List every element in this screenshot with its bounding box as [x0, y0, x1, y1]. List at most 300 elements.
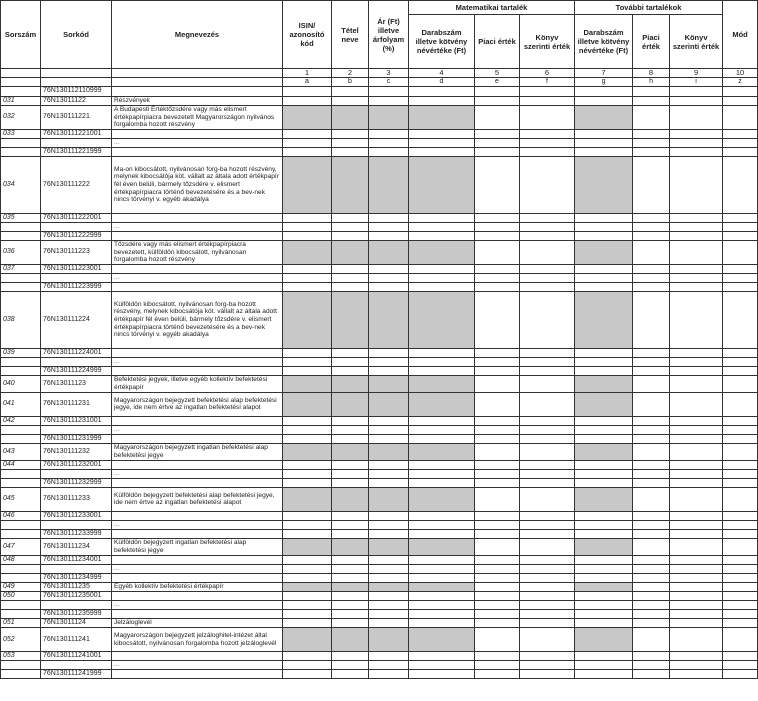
value-cell[interactable]: [409, 274, 475, 283]
value-cell[interactable]: [283, 592, 332, 601]
value-cell[interactable]: [369, 291, 409, 348]
value-cell[interactable]: [520, 538, 575, 555]
value-cell[interactable]: [520, 416, 575, 425]
value-cell[interactable]: [283, 375, 332, 392]
value-cell[interactable]: [409, 661, 475, 670]
value-cell[interactable]: [670, 592, 723, 601]
value-cell[interactable]: [520, 487, 575, 511]
value-cell[interactable]: [369, 240, 409, 264]
value-cell[interactable]: [332, 213, 369, 222]
value-cell[interactable]: [409, 670, 475, 679]
value-cell[interactable]: [575, 426, 633, 435]
value-cell[interactable]: [475, 240, 520, 264]
value-cell[interactable]: [283, 156, 332, 213]
value-cell[interactable]: [670, 521, 723, 530]
value-cell[interactable]: [283, 670, 332, 679]
value-cell[interactable]: [409, 628, 475, 652]
value-cell[interactable]: [283, 478, 332, 487]
value-cell[interactable]: [723, 601, 758, 610]
value-cell[interactable]: [475, 619, 520, 628]
value-cell[interactable]: [670, 139, 723, 148]
value-cell[interactable]: [575, 366, 633, 375]
value-cell[interactable]: [409, 443, 475, 460]
value-cell[interactable]: [409, 460, 475, 469]
value-cell[interactable]: [332, 555, 369, 564]
value-cell[interactable]: [369, 223, 409, 232]
value-cell[interactable]: [723, 521, 758, 530]
value-cell[interactable]: [283, 565, 332, 574]
value-cell[interactable]: [575, 375, 633, 392]
value-cell[interactable]: [575, 487, 633, 511]
value-cell[interactable]: [723, 213, 758, 222]
value-cell[interactable]: [409, 129, 475, 138]
value-cell[interactable]: [369, 601, 409, 610]
value-cell[interactable]: [520, 443, 575, 460]
value-cell[interactable]: [475, 609, 520, 618]
value-cell[interactable]: [633, 416, 670, 425]
value-cell[interactable]: [520, 478, 575, 487]
value-cell[interactable]: [475, 670, 520, 679]
value-cell[interactable]: [369, 619, 409, 628]
value-cell[interactable]: [409, 555, 475, 564]
value-cell[interactable]: [723, 670, 758, 679]
value-cell[interactable]: [332, 105, 369, 129]
value-cell[interactable]: [575, 129, 633, 138]
value-cell[interactable]: [520, 213, 575, 222]
value-cell[interactable]: [369, 521, 409, 530]
value-cell[interactable]: [633, 348, 670, 357]
value-cell[interactable]: [633, 96, 670, 105]
value-cell[interactable]: [520, 460, 575, 469]
value-cell[interactable]: [575, 573, 633, 582]
value-cell[interactable]: [633, 274, 670, 283]
value-cell[interactable]: [723, 392, 758, 416]
value-cell[interactable]: [520, 96, 575, 105]
value-cell[interactable]: [670, 470, 723, 479]
value-cell[interactable]: [633, 366, 670, 375]
value-cell[interactable]: [633, 375, 670, 392]
value-cell[interactable]: [575, 565, 633, 574]
value-cell[interactable]: [369, 478, 409, 487]
value-cell[interactable]: [283, 105, 332, 129]
value-cell[interactable]: [670, 282, 723, 291]
value-cell[interactable]: [475, 573, 520, 582]
value-cell[interactable]: [409, 358, 475, 367]
value-cell[interactable]: [670, 628, 723, 652]
value-cell[interactable]: [723, 529, 758, 538]
value-cell[interactable]: [723, 487, 758, 511]
value-cell[interactable]: [369, 358, 409, 367]
value-cell[interactable]: [670, 652, 723, 661]
value-cell[interactable]: [670, 147, 723, 156]
value-cell[interactable]: [475, 521, 520, 530]
value-cell[interactable]: [283, 555, 332, 564]
value-cell[interactable]: [670, 609, 723, 618]
value-cell[interactable]: [520, 555, 575, 564]
value-cell[interactable]: [670, 538, 723, 555]
value-cell[interactable]: [723, 565, 758, 574]
value-cell[interactable]: [332, 96, 369, 105]
value-cell[interactable]: [369, 96, 409, 105]
value-cell[interactable]: [409, 282, 475, 291]
value-cell[interactable]: [369, 282, 409, 291]
value-cell[interactable]: [475, 478, 520, 487]
value-cell[interactable]: [332, 282, 369, 291]
value-cell[interactable]: [409, 264, 475, 273]
value-cell[interactable]: [332, 87, 369, 96]
value-cell[interactable]: [723, 426, 758, 435]
value-cell[interactable]: [575, 358, 633, 367]
value-cell[interactable]: [633, 282, 670, 291]
value-cell[interactable]: [520, 434, 575, 443]
value-cell[interactable]: [475, 139, 520, 148]
value-cell[interactable]: [723, 105, 758, 129]
value-cell[interactable]: [283, 443, 332, 460]
value-cell[interactable]: [332, 538, 369, 555]
value-cell[interactable]: [520, 470, 575, 479]
value-cell[interactable]: [670, 223, 723, 232]
value-cell[interactable]: [369, 529, 409, 538]
value-cell[interactable]: [723, 443, 758, 460]
value-cell[interactable]: [520, 392, 575, 416]
value-cell[interactable]: [575, 240, 633, 264]
value-cell[interactable]: [475, 601, 520, 610]
value-cell[interactable]: [633, 392, 670, 416]
value-cell[interactable]: [520, 609, 575, 618]
value-cell[interactable]: [670, 460, 723, 469]
value-cell[interactable]: [723, 87, 758, 96]
value-cell[interactable]: [520, 156, 575, 213]
value-cell[interactable]: [723, 96, 758, 105]
value-cell[interactable]: [520, 240, 575, 264]
value-cell[interactable]: [575, 274, 633, 283]
value-cell[interactable]: [633, 264, 670, 273]
value-cell[interactable]: [409, 223, 475, 232]
value-cell[interactable]: [723, 139, 758, 148]
value-cell[interactable]: [332, 274, 369, 283]
value-cell[interactable]: [520, 274, 575, 283]
value-cell[interactable]: [520, 601, 575, 610]
value-cell[interactable]: [369, 652, 409, 661]
value-cell[interactable]: [475, 147, 520, 156]
value-cell[interactable]: [670, 392, 723, 416]
value-cell[interactable]: [332, 478, 369, 487]
value-cell[interactable]: [283, 582, 332, 591]
value-cell[interactable]: [409, 348, 475, 357]
value-cell[interactable]: [332, 426, 369, 435]
value-cell[interactable]: [409, 511, 475, 520]
value-cell[interactable]: [633, 147, 670, 156]
value-cell[interactable]: [520, 282, 575, 291]
value-cell[interactable]: [520, 521, 575, 530]
value-cell[interactable]: [575, 348, 633, 357]
value-cell[interactable]: [633, 609, 670, 618]
value-cell[interactable]: [575, 223, 633, 232]
value-cell[interactable]: [575, 582, 633, 591]
value-cell[interactable]: [723, 609, 758, 618]
value-cell[interactable]: [575, 434, 633, 443]
value-cell[interactable]: [332, 434, 369, 443]
value-cell[interactable]: [409, 565, 475, 574]
value-cell[interactable]: [520, 366, 575, 375]
value-cell[interactable]: [575, 538, 633, 555]
value-cell[interactable]: [575, 213, 633, 222]
value-cell[interactable]: [283, 416, 332, 425]
value-cell[interactable]: [670, 213, 723, 222]
value-cell[interactable]: [633, 582, 670, 591]
value-cell[interactable]: [520, 529, 575, 538]
value-cell[interactable]: [475, 652, 520, 661]
value-cell[interactable]: [475, 434, 520, 443]
value-cell[interactable]: [670, 619, 723, 628]
value-cell[interactable]: [723, 652, 758, 661]
value-cell[interactable]: [369, 565, 409, 574]
value-cell[interactable]: [283, 487, 332, 511]
value-cell[interactable]: [369, 416, 409, 425]
value-cell[interactable]: [283, 392, 332, 416]
value-cell[interactable]: [283, 87, 332, 96]
value-cell[interactable]: [409, 416, 475, 425]
value-cell[interactable]: [475, 592, 520, 601]
value-cell[interactable]: [575, 652, 633, 661]
value-cell[interactable]: [409, 139, 475, 148]
value-cell[interactable]: [283, 619, 332, 628]
value-cell[interactable]: [723, 274, 758, 283]
value-cell[interactable]: [575, 87, 633, 96]
value-cell[interactable]: [283, 366, 332, 375]
value-cell[interactable]: [723, 348, 758, 357]
value-cell[interactable]: [409, 434, 475, 443]
value-cell[interactable]: [575, 628, 633, 652]
value-cell[interactable]: [409, 240, 475, 264]
value-cell[interactable]: [520, 139, 575, 148]
value-cell[interactable]: [670, 487, 723, 511]
value-cell[interactable]: [369, 231, 409, 240]
value-cell[interactable]: [520, 592, 575, 601]
value-cell[interactable]: [409, 592, 475, 601]
value-cell[interactable]: [475, 223, 520, 232]
value-cell[interactable]: [283, 139, 332, 148]
value-cell[interactable]: [520, 670, 575, 679]
value-cell[interactable]: [575, 521, 633, 530]
value-cell[interactable]: [332, 264, 369, 273]
value-cell[interactable]: [723, 592, 758, 601]
value-cell[interactable]: [633, 240, 670, 264]
value-cell[interactable]: [409, 366, 475, 375]
value-cell[interactable]: [633, 661, 670, 670]
value-cell[interactable]: [475, 529, 520, 538]
value-cell[interactable]: [670, 529, 723, 538]
value-cell[interactable]: [369, 609, 409, 618]
value-cell[interactable]: [369, 392, 409, 416]
value-cell[interactable]: [575, 470, 633, 479]
value-cell[interactable]: [369, 628, 409, 652]
value-cell[interactable]: [723, 555, 758, 564]
value-cell[interactable]: [475, 96, 520, 105]
value-cell[interactable]: [369, 555, 409, 564]
value-cell[interactable]: [409, 652, 475, 661]
value-cell[interactable]: [633, 426, 670, 435]
value-cell[interactable]: [575, 619, 633, 628]
value-cell[interactable]: [575, 460, 633, 469]
value-cell[interactable]: [369, 487, 409, 511]
value-cell[interactable]: [475, 358, 520, 367]
value-cell[interactable]: [670, 231, 723, 240]
value-cell[interactable]: [723, 470, 758, 479]
value-cell[interactable]: [670, 426, 723, 435]
value-cell[interactable]: [475, 416, 520, 425]
value-cell[interactable]: [723, 129, 758, 138]
value-cell[interactable]: [670, 105, 723, 129]
value-cell[interactable]: [723, 434, 758, 443]
value-cell[interactable]: [332, 609, 369, 618]
value-cell[interactable]: [332, 652, 369, 661]
value-cell[interactable]: [520, 264, 575, 273]
value-cell[interactable]: [575, 511, 633, 520]
value-cell[interactable]: [283, 291, 332, 348]
value-cell[interactable]: [332, 487, 369, 511]
value-cell[interactable]: [670, 565, 723, 574]
value-cell[interactable]: [409, 291, 475, 348]
value-cell[interactable]: [723, 582, 758, 591]
value-cell[interactable]: [633, 231, 670, 240]
value-cell[interactable]: [409, 487, 475, 511]
value-cell[interactable]: [369, 573, 409, 582]
value-cell[interactable]: [723, 240, 758, 264]
value-cell[interactable]: [633, 434, 670, 443]
value-cell[interactable]: [633, 213, 670, 222]
value-cell[interactable]: [475, 460, 520, 469]
value-cell[interactable]: [670, 375, 723, 392]
value-cell[interactable]: [520, 129, 575, 138]
value-cell[interactable]: [409, 392, 475, 416]
value-cell[interactable]: [369, 426, 409, 435]
value-cell[interactable]: [575, 416, 633, 425]
value-cell[interactable]: [332, 240, 369, 264]
value-cell[interactable]: [633, 628, 670, 652]
value-cell[interactable]: [283, 661, 332, 670]
value-cell[interactable]: [332, 565, 369, 574]
value-cell[interactable]: [283, 358, 332, 367]
value-cell[interactable]: [283, 231, 332, 240]
value-cell[interactable]: [575, 147, 633, 156]
value-cell[interactable]: [409, 231, 475, 240]
value-cell[interactable]: [723, 282, 758, 291]
value-cell[interactable]: [670, 274, 723, 283]
value-cell[interactable]: [475, 487, 520, 511]
value-cell[interactable]: [283, 129, 332, 138]
value-cell[interactable]: [332, 223, 369, 232]
value-cell[interactable]: [283, 434, 332, 443]
value-cell[interactable]: [409, 87, 475, 96]
value-cell[interactable]: [520, 628, 575, 652]
value-cell[interactable]: [575, 661, 633, 670]
value-cell[interactable]: [369, 366, 409, 375]
value-cell[interactable]: [283, 282, 332, 291]
value-cell[interactable]: [633, 573, 670, 582]
value-cell[interactable]: [575, 282, 633, 291]
value-cell[interactable]: [723, 478, 758, 487]
value-cell[interactable]: [475, 661, 520, 670]
value-cell[interactable]: [633, 555, 670, 564]
value-cell[interactable]: [475, 392, 520, 416]
value-cell[interactable]: [670, 264, 723, 273]
value-cell[interactable]: [723, 619, 758, 628]
value-cell[interactable]: [369, 87, 409, 96]
value-cell[interactable]: [332, 592, 369, 601]
value-cell[interactable]: [475, 264, 520, 273]
value-cell[interactable]: [670, 96, 723, 105]
value-cell[interactable]: [332, 291, 369, 348]
value-cell[interactable]: [409, 96, 475, 105]
value-cell[interactable]: [409, 105, 475, 129]
value-cell[interactable]: [332, 416, 369, 425]
value-cell[interactable]: [475, 565, 520, 574]
value-cell[interactable]: [723, 511, 758, 520]
value-cell[interactable]: [670, 156, 723, 213]
value-cell[interactable]: [723, 264, 758, 273]
value-cell[interactable]: [520, 291, 575, 348]
value-cell[interactable]: [332, 460, 369, 469]
value-cell[interactable]: [475, 511, 520, 520]
value-cell[interactable]: [520, 358, 575, 367]
value-cell[interactable]: [520, 105, 575, 129]
value-cell[interactable]: [633, 601, 670, 610]
value-cell[interactable]: [409, 213, 475, 222]
value-cell[interactable]: [670, 366, 723, 375]
value-cell[interactable]: [575, 105, 633, 129]
value-cell[interactable]: [723, 538, 758, 555]
value-cell[interactable]: [575, 670, 633, 679]
value-cell[interactable]: [409, 375, 475, 392]
value-cell[interactable]: [283, 213, 332, 222]
value-cell[interactable]: [633, 156, 670, 213]
value-cell[interactable]: [369, 264, 409, 273]
value-cell[interactable]: [723, 231, 758, 240]
value-cell[interactable]: [633, 358, 670, 367]
value-cell[interactable]: [409, 601, 475, 610]
value-cell[interactable]: [670, 358, 723, 367]
value-cell[interactable]: [409, 426, 475, 435]
value-cell[interactable]: [575, 592, 633, 601]
value-cell[interactable]: [283, 511, 332, 520]
value-cell[interactable]: [332, 661, 369, 670]
value-cell[interactable]: [369, 213, 409, 222]
value-cell[interactable]: [409, 609, 475, 618]
value-cell[interactable]: [633, 670, 670, 679]
value-cell[interactable]: [575, 478, 633, 487]
value-cell[interactable]: [409, 573, 475, 582]
value-cell[interactable]: [575, 555, 633, 564]
value-cell[interactable]: [520, 375, 575, 392]
value-cell[interactable]: [409, 156, 475, 213]
value-cell[interactable]: [283, 348, 332, 357]
value-cell[interactable]: [475, 555, 520, 564]
value-cell[interactable]: [369, 470, 409, 479]
value-cell[interactable]: [723, 358, 758, 367]
value-cell[interactable]: [575, 231, 633, 240]
value-cell[interactable]: [670, 573, 723, 582]
value-cell[interactable]: [575, 139, 633, 148]
value-cell[interactable]: [520, 147, 575, 156]
value-cell[interactable]: [369, 129, 409, 138]
value-cell[interactable]: [475, 291, 520, 348]
value-cell[interactable]: [520, 426, 575, 435]
value-cell[interactable]: [633, 521, 670, 530]
value-cell[interactable]: [475, 348, 520, 357]
value-cell[interactable]: [520, 223, 575, 232]
value-cell[interactable]: [332, 628, 369, 652]
